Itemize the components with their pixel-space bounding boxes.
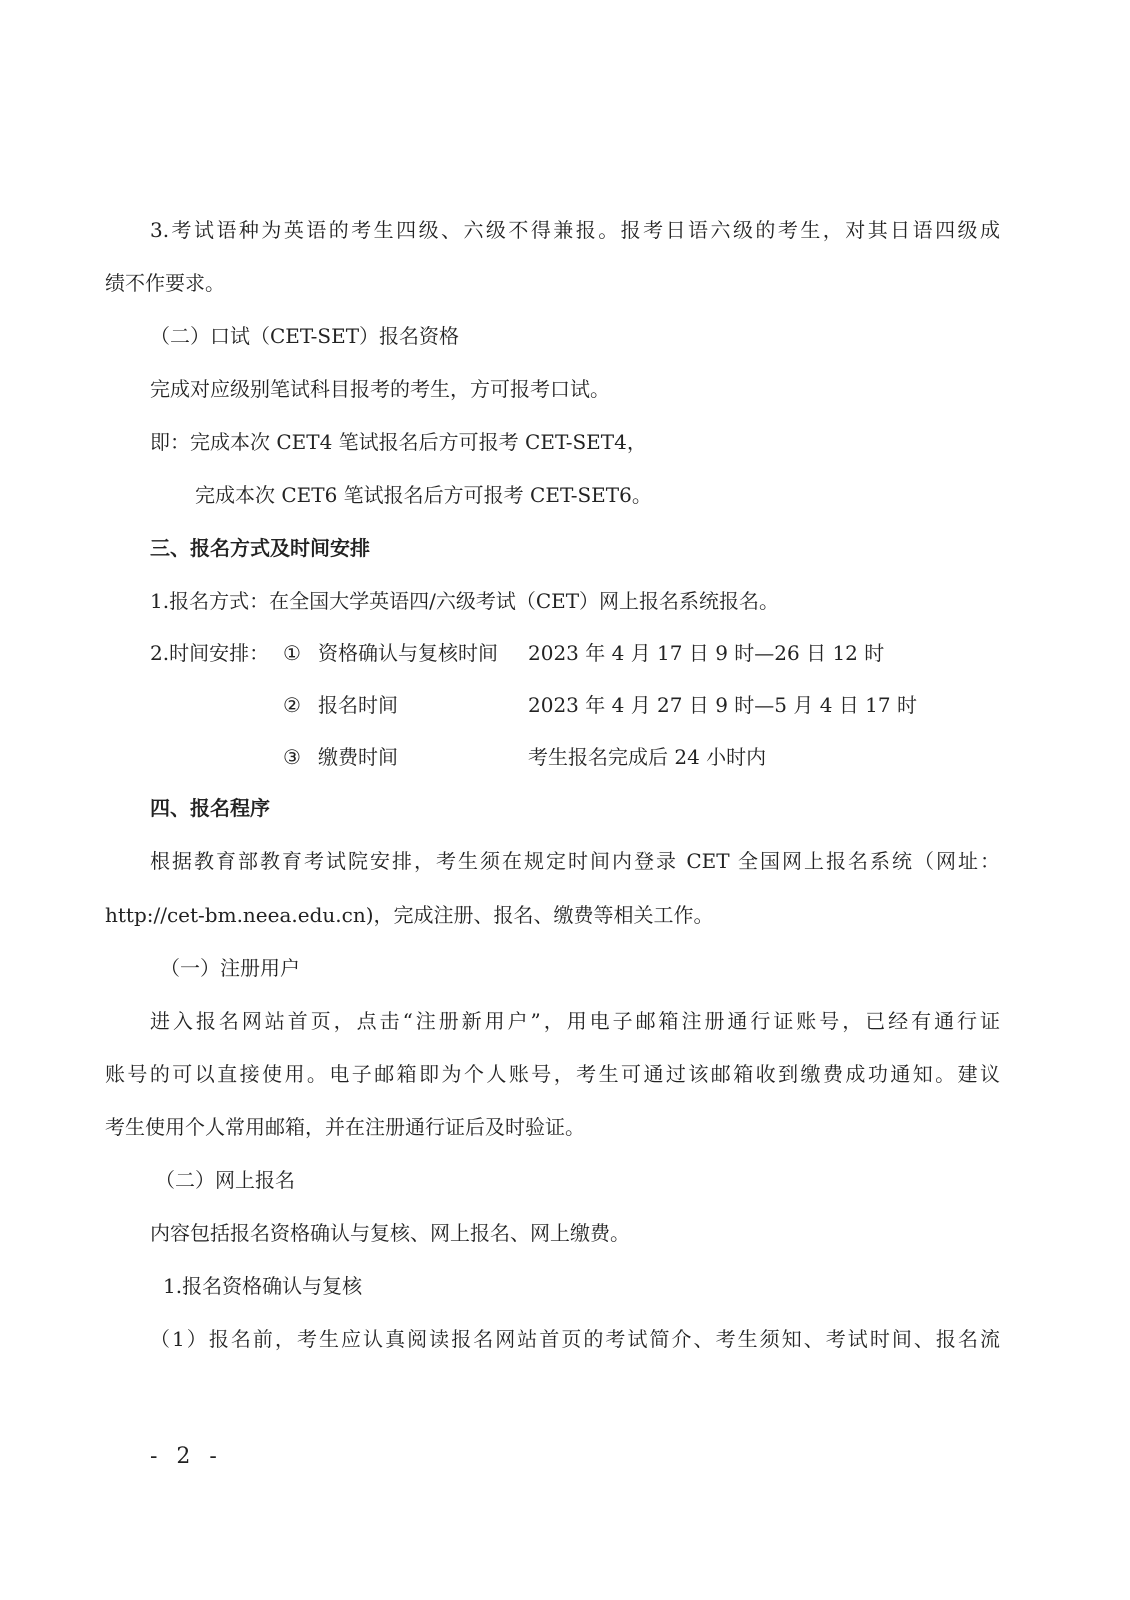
paragraph-line: （1）报名前，考生应认真阅读报名网站首页的考试简介、考生须知、考试时间、报名流 (150, 1327, 1000, 1351)
paragraph-line: 根据教育部教育考试院安排，考生须在规定时间内登录 CET 全国网上报名系统（网址： (150, 849, 1000, 873)
schedule-num: ① (283, 641, 301, 665)
schedule-num: ③ (283, 745, 301, 769)
subheading: （一）注册用户 (160, 956, 300, 980)
section-heading: 四、报名程序 (150, 796, 270, 820)
schedule-label: 2.时间安排： (150, 641, 270, 665)
schedule-item: 报名时间 (318, 693, 398, 717)
schedule-time: 2023 年 4 月 27 日 9 时—5 月 4 日 17 时 (528, 693, 917, 717)
paragraph-line: 内容包括报名资格确认与复核、网上报名、网上缴费。 (150, 1221, 630, 1245)
url-line: http://cet-bm.neea.edu.cn)，完成注册、报名、缴费等相关工作。 (105, 903, 714, 927)
subheading: （二）口试（CET-SET）报名资格 (150, 324, 460, 348)
paragraph-line: 完成对应级别笔试科目报考的考生，方可报考口试。 (150, 377, 610, 401)
schedule-time: 考生报名完成后 24 小时内 (528, 745, 767, 769)
subheading: （二）网上报名 (155, 1168, 295, 1192)
paragraph-line: 1.报名方式：在全国大学英语四/六级考试（CET）网上报名系统报名。 (150, 589, 780, 613)
subheading: 1.报名资格确认与复核 (163, 1274, 363, 1298)
schedule-item: 缴费时间 (318, 745, 398, 769)
paragraph-line: 进入报名网站首页，点击“注册新用户”，用电子邮箱注册通行证账号，已经有通行证 (150, 1009, 1000, 1033)
schedule-num: ② (283, 693, 301, 717)
paragraph-line: 考生使用个人常用邮箱，并在注册通行证后及时验证。 (105, 1115, 585, 1139)
schedule-time: 2023 年 4 月 17 日 9 时—26 日 12 时 (528, 641, 885, 665)
paragraph-line: 完成本次 CET6 笔试报名后方可报考 CET-SET6。 (195, 483, 652, 507)
paragraph-line: 即：完成本次 CET4 笔试报名后方可报考 CET-SET4， (150, 430, 647, 454)
page-number: - 2 - (150, 1444, 223, 1469)
paragraph-line: 绩不作要求。 (105, 271, 225, 295)
paragraph-line: 3.考试语种为英语的考生四级、六级不得兼报。报考日语六级的考生，对其日语四级成 (150, 218, 1000, 242)
section-heading: 三、报名方式及时间安排 (150, 536, 370, 560)
schedule-item: 资格确认与复核时间 (318, 641, 498, 665)
paragraph-line: 账号的可以直接使用。电子邮箱即为个人账号，考生可通过该邮箱收到缴费成功通知。建议 (105, 1062, 1000, 1086)
